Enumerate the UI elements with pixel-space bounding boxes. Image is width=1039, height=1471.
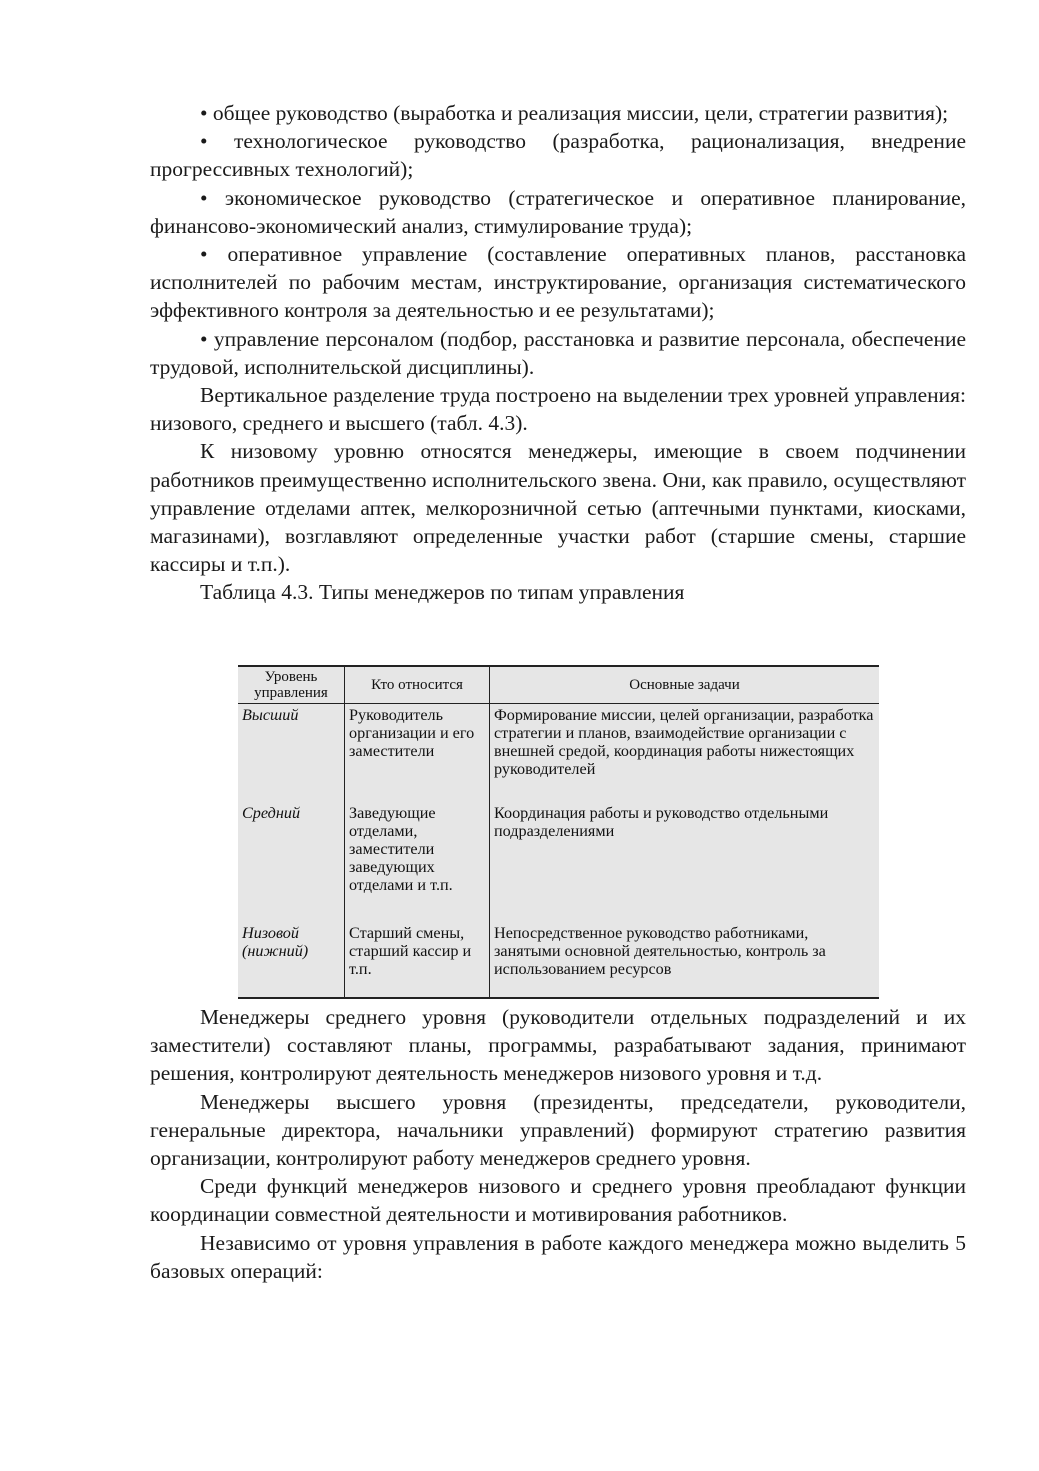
paragraph-middle-managers: Менеджеры среднего уровня (руководители отдельных подразделений и их заместители) составляют планы, программы, разрабатывают задания, принимают решения, контролируют деятельность менеджеров низового уровня и т.д. bbox=[150, 1005, 966, 1086]
bullet-general-management: • общее руководство (выработка и реализация миссии, цели, стратегии развития); bbox=[200, 101, 949, 125]
cell-level: Низовой (нижний) bbox=[238, 922, 345, 998]
document-page-continued bbox=[150, 1003, 966, 1285]
table-row bbox=[238, 922, 879, 998]
table-caption: Таблица 4.3. Типы менеджеров по типам управления bbox=[200, 580, 685, 605]
bullet-technological-management: • технологическое руководство (разработка, рационализация, внедрение прогрессивных технологий); bbox=[150, 129, 966, 182]
header-who: Кто относится bbox=[345, 666, 490, 704]
cell-who: Заведующие отделами, заместители заведующих отделами и т.п. bbox=[345, 802, 490, 923]
cell-level: Средний bbox=[242, 803, 301, 822]
header-level: Уровень управления bbox=[238, 666, 345, 704]
table-row bbox=[238, 802, 879, 923]
bullet-personnel-management: • управление персоналом (подбор, расстановка и развитие персонала, обеспечение трудовой, исполнительской дисциплины). bbox=[150, 326, 966, 379]
manager-types-table bbox=[238, 665, 879, 999]
paragraph-lower-level: К низовому уровню относятся менеджеры, имеющие в своем подчинении работников преимущественно исполнительского звена. Они, как правило, осуществляют управление отделами аптек, мелкорозничной сетью (аптечными пунктами, киосками, магазинами), возглавляют определенные участки работ (старшие смены, старшие кассиры и т.п.). bbox=[150, 439, 966, 577]
table-header-row bbox=[238, 666, 879, 704]
paragraph-basic-operations: Независимо от уровня управления в работе каждого менеджера можно выделить 5 базовых операций: bbox=[150, 1230, 966, 1283]
table-image bbox=[238, 665, 879, 999]
table-row bbox=[238, 704, 879, 802]
cell-who: Руководитель организации и его заместители bbox=[345, 704, 490, 802]
bullet-economic-management: • экономическое руководство (стратегическое и оперативное планирование, финансово-экономический анализ, стимулирование труда); bbox=[150, 185, 966, 238]
document-page bbox=[150, 99, 966, 607]
cell-who: Старший смены, старший кассир и т.п. bbox=[345, 922, 490, 998]
cell-tasks: Непосредственное руководство работниками, занятыми основной деятельностью, контроль за использованием ресурсов bbox=[490, 922, 880, 998]
bullet-operational-management: • оперативное управление (составление оперативных планов, расстановка исполнителей по рабочим местам, инструктирование, организация систематического эффективного контроля за деятельностью и ее результатами); bbox=[150, 242, 966, 323]
cell-tasks: Координация работы и руководство отдельными подразделениями bbox=[490, 802, 880, 923]
header-tasks: Основные задачи bbox=[490, 666, 880, 704]
paragraph-top-managers: Менеджеры высшего уровня (президенты, председатели, руководители, генеральные директора, начальники управлений) формируют стратегию развития организации, контролируют работу менеджеров среднего уровня. bbox=[150, 1089, 966, 1171]
paragraph-coordination-functions: Среди функций менеджеров низового и среднего уровня преобладают функции координации совместной деятельности и мотивирования работников. bbox=[150, 1174, 966, 1227]
cell-tasks: Формирование миссии, целей организации, разработка стратегии и планов, взаимодействие организации с внешней средой, координация работы нижестоящих руководителей bbox=[490, 704, 880, 802]
cell-level: Высший bbox=[242, 706, 299, 724]
paragraph-vertical-division: Вертикальное разделение труда построено на выделении трех уровней управления: низового, среднего и высшего (табл. 4.3). bbox=[150, 383, 966, 436]
